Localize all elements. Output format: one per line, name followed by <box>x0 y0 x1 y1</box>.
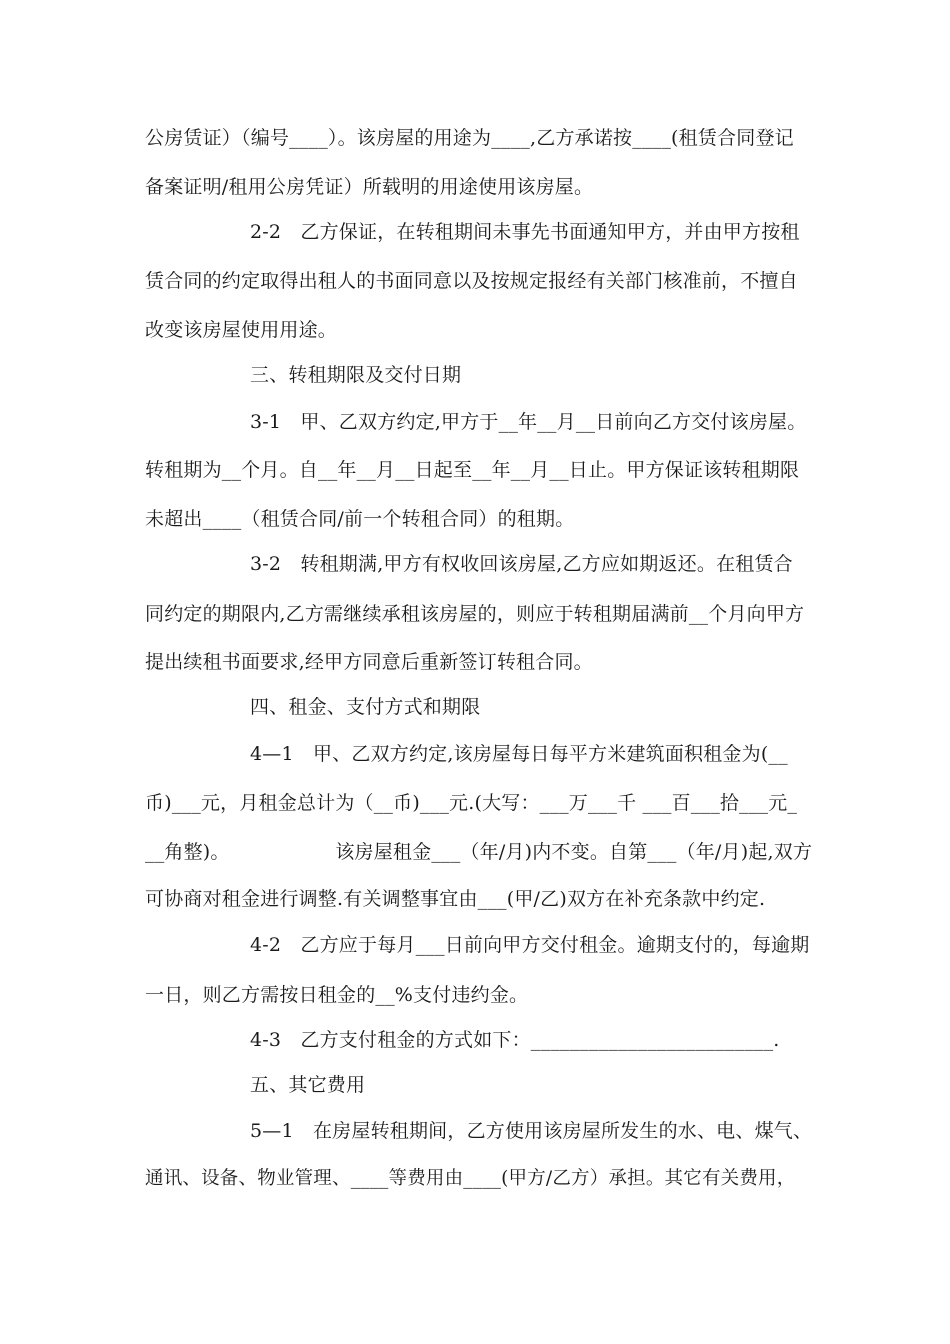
text-line: 备案证明/租用公房凭证）所载明的用途使用该房屋。 <box>145 176 594 198</box>
text-line: 未超出____（租赁合同/前一个转租合同）的租期。 <box>145 508 575 530</box>
text-line: 改变该房屋使用用途。 <box>145 319 338 341</box>
text-line: 4-3 乙方支付租金的方式如下：_________________________. <box>250 1029 780 1051</box>
text-line: 5—1 在房屋转租期间，乙方使用该房屋所发生的水、电、煤气、 <box>250 1120 813 1142</box>
text-line: 3-1 甲、乙双方约定,甲方于__年__月__日前向乙方交付该房屋。 <box>250 411 807 433</box>
section-heading: 四、租金、支付方式和期限 <box>250 696 481 718</box>
text-line: 转租期为__个月。自__年__月__日起至__年__月__日止。甲方保证该转租期限 <box>145 459 800 481</box>
text-line: 提出续租书面要求,经甲方同意后重新签订转租合同。 <box>145 651 593 673</box>
text-line: 一日，则乙方需按日租金的__%支付违约金。 <box>145 984 529 1006</box>
section-heading: 三、转租期限及交付日期 <box>250 364 462 386</box>
text-line: 4—1 甲、乙双方约定,该房屋每日每平方米建筑面积租金为(__ <box>250 743 788 765</box>
text-line: 可协商对租金进行调整.有关调整事宜由___(甲/乙)双方在补充条款中约定. <box>145 888 766 910</box>
text-line: 4-2 乙方应于每月___日前向甲方交付租金。逾期支付的，每逾期 <box>250 934 810 956</box>
text-line: 2-2 乙方保证，在转租期间未事先书面通知甲方，并由甲方按租 <box>250 221 800 243</box>
section-heading: 五、其它费用 <box>250 1074 366 1096</box>
text-line: 币)___元，月租金总计为（__币)___元.(大写：___万___千 ___百___拾___元_ <box>145 792 798 814</box>
text-line: __角整)。 该房屋租金___（年/月)内不变。自第___（年/月)起,双方 <box>145 841 813 863</box>
text-line: 3-2 转租期满,甲方有权收回该房屋,乙方应如期返还。在租赁合 <box>250 553 793 575</box>
text-line: 赁合同的约定取得出租人的书面同意以及按规定报经有关部门核准前，不擅自 <box>145 270 798 292</box>
text-line: 公房赁证）（编号____）。该房屋的用途为____,乙方承诺按____(租赁合同登记 <box>145 127 794 149</box>
text-line: 通讯、设备、物业管理、____等费用由____(甲方/乙方）承担。其它有关费用， <box>145 1168 796 1189</box>
text-line: 同约定的期限内,乙方需继续承租该房屋的，则应于转租期届满前__个月向甲方 <box>145 603 805 625</box>
